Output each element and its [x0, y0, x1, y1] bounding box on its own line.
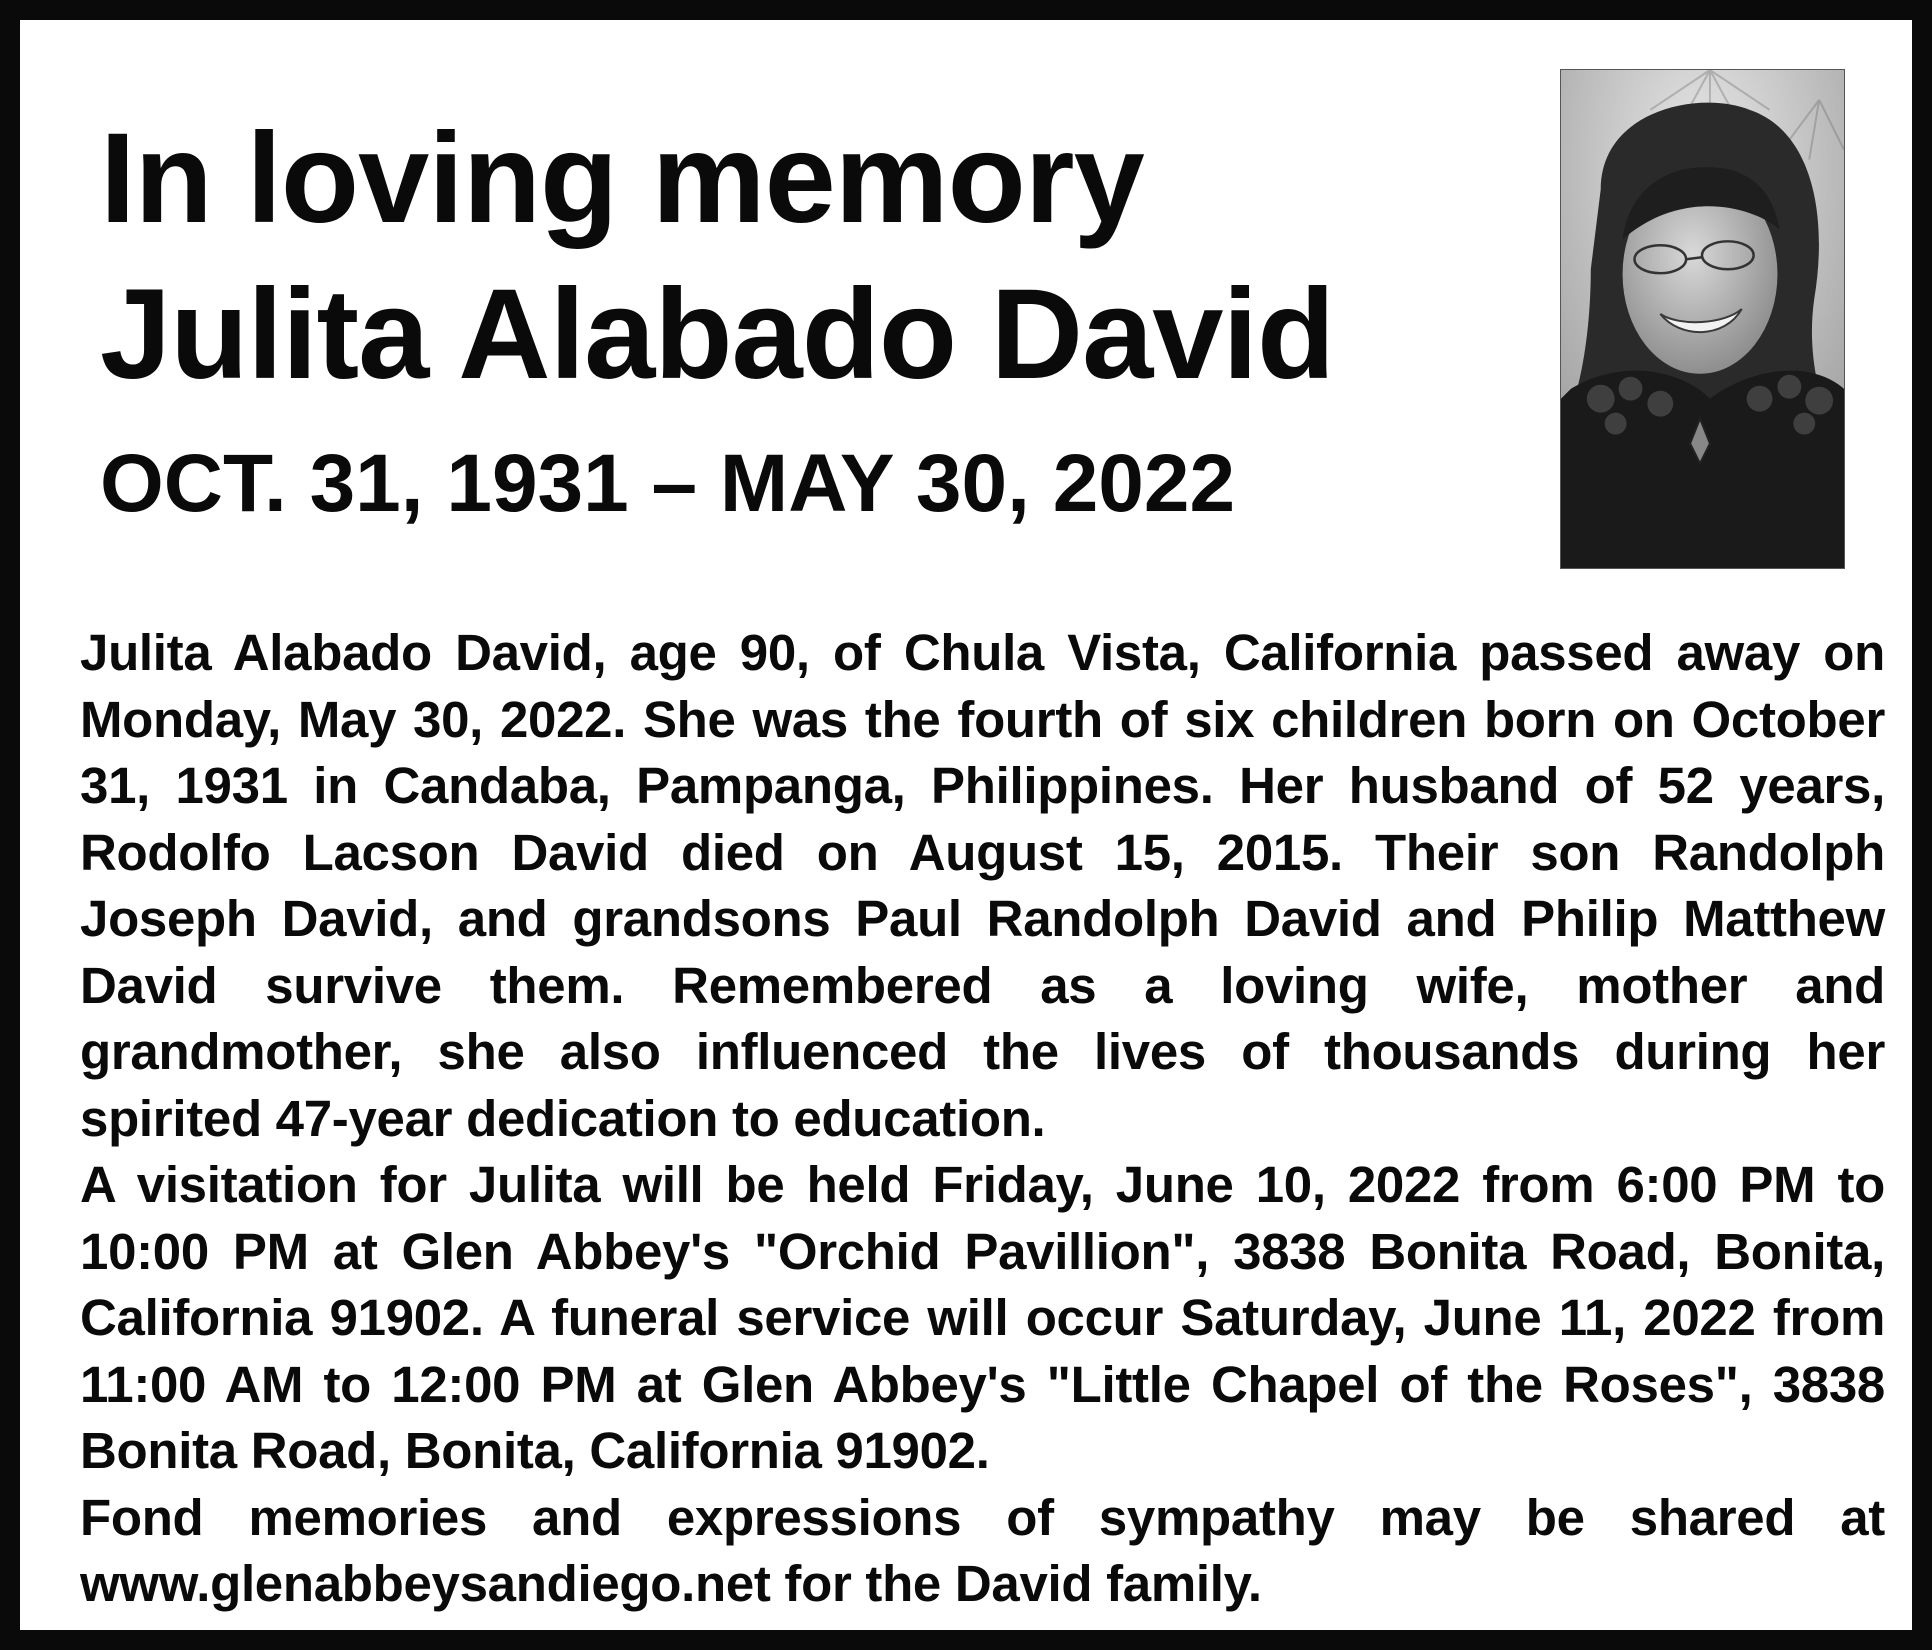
- portrait-photo: [1560, 69, 1845, 569]
- obituary-body: [80, 620, 1885, 1618]
- portrait-image: [1561, 70, 1844, 568]
- obituary-heading: [100, 107, 1500, 529]
- obituary-paragraph-services: A visitation for Julita will be held Friday, June 10, 2022 from 6:00 PM to 10:00 PM at Glen Abbey's "Orchid Pavillion", 3838 Bonita Road, Bonita, California 91902. A funeral service will occur Saturday, June 11, 2022 from 11:00 AM to 12:00 PM at Glen Abbey's "Little Chapel of the Roses", 3838 Bonita Road, Bonita, California 91902.: [80, 1156, 1885, 1479]
- obituary-paragraph-condolences: Fond memories and expressions of sympathy may be shared at www.glenabbeysandiego.net for the David family.: [80, 1488, 1885, 1612]
- obituary-paragraph-biography: Julita Alabado David, age 90, of Chula Vista, California passed away on Monday, May 30, 2022. She was the fourth of six children born on October 31, 1931 in Candaba, Pampanga, Philippines. Her husband of 52 years, Rodolfo Lacson David died on August 15, 2015. Their son Randolph Joseph David, and grandsons Paul Randolph David and Philip Matthew David survive them. Remembered as a loving wife, mother and grandmother, she also influenced the lives of thousands during her spirited 47-year dedication to education.: [80, 624, 1885, 1147]
- memorial-title: In loving memory: [100, 107, 1144, 250]
- deceased-name: Julita Alabado David: [100, 263, 1335, 406]
- life-dates: OCT. 31, 1931 – MAY 30, 2022: [100, 438, 1236, 529]
